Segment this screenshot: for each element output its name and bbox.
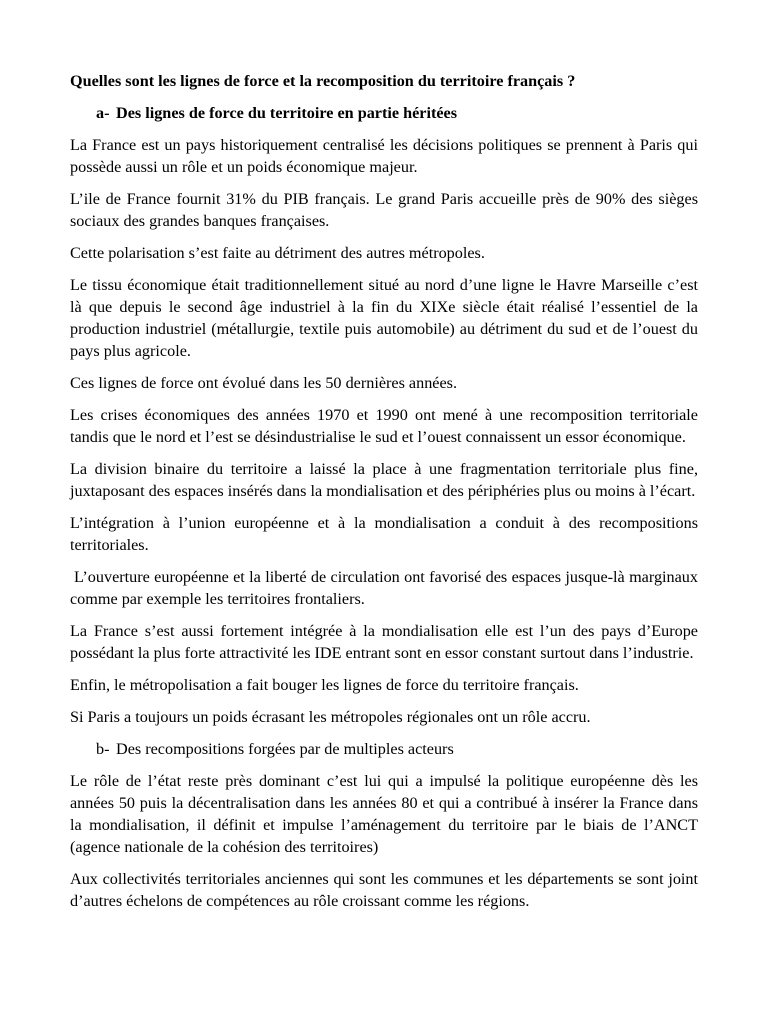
paragraph: Ces lignes de force ont évolué dans les 50 dernières années. [70, 374, 458, 392]
paragraph: Aux collectivités territoriales anciennes qui sont les communes et les départements se sont joint d’autres échelons de compétences au rôle croissant comme les régions. [70, 870, 698, 910]
paragraph: La division binaire du territoire a laissé la place à une fragmentation territoriale plus fine, juxtaposant des espaces insérés dans la mondialisation et des périphéries plus ou moins à l’écart. [70, 460, 698, 500]
paragraph: Enfin, le métropolisation a fait bouger les lignes de force du territoire français. [70, 676, 579, 694]
paragraph: Le rôle de l’état reste près dominant c’est lui qui a impulsé la politique européenne dès les années 50 puis la décentralisation dans les années 80 et qui a contribué à insérer la France dans la mondialisation, il définit et impulse l’aménagement du territoire par le biais de l’ANCT (agence nationale de la cohésion des territoires) [70, 772, 698, 856]
section-b-heading [96, 738, 698, 760]
document-title: Quelles sont les lignes de force et la recomposition du territoire français ? [70, 72, 576, 90]
paragraph: L’ile de France fournit 31% du PIB français. Le grand Paris accueille près de 90% des sièges sociaux des grandes banques françaises. [70, 190, 698, 230]
section-b-marker: b- [96, 740, 110, 758]
paragraph: Le tissu économique était traditionnellement situé au nord d’une ligne le Havre Marseille c’est là que depuis le second âge industriel à la fin du XIXe siècle était réalisé l’essentiel de la production industriel (métallurgie, textile puis automobile) au détriment du sud et de l’ouest du pays plus agricole. [70, 276, 698, 360]
paragraph: La France est un pays historiquement centralisé les décisions politiques se prennent à Paris qui possède aussi un rôle et un poids économique majeur. [70, 136, 698, 176]
paragraph: L’intégration à l’union européenne et à la mondialisation a conduit à des recompositions territoriales. [70, 514, 698, 554]
document-page [70, 70, 698, 922]
paragraph: Les crises économiques des années 1970 et 1990 ont mené à une recomposition territoriale tandis que le nord et l’est se désindustrialise le sud et l’ouest connaissent un essor économique. [70, 406, 698, 446]
paragraph: Si Paris a toujours un poids écrasant les métropoles régionales ont un rôle accru. [70, 708, 591, 726]
section-a-title: Des lignes de force du territoire en partie héritées [116, 104, 458, 122]
paragraph: L’ouverture européenne et la liberté de circulation ont favorisé des espaces jusque-là marginaux comme par exemple les territoires frontaliers. [70, 568, 698, 608]
section-b-title: Des recompositions forgées par de multiples acteurs [116, 740, 454, 758]
section-a-marker: a- [96, 104, 110, 122]
section-a-heading [96, 102, 698, 124]
paragraph: La France s’est aussi fortement intégrée à la mondialisation elle est l’un des pays d’Europe possédant la plus forte attractivité les IDE entrant sont en essor constant surtout dans l’industrie. [70, 622, 698, 662]
paragraph: Cette polarisation s’est faite au détriment des autres métropoles. [70, 244, 485, 262]
